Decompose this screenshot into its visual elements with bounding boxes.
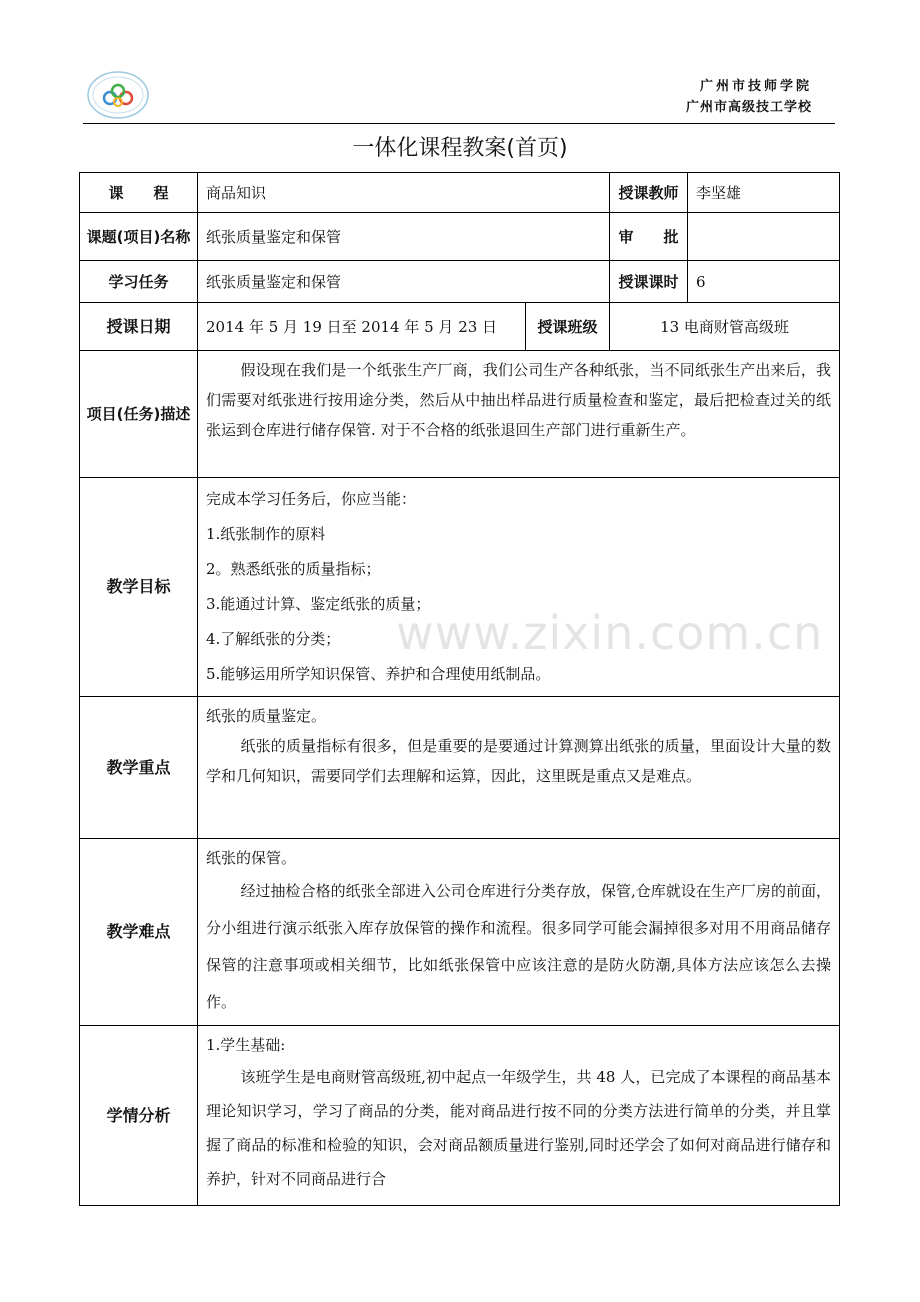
teacher-value: 李坚雄 (688, 173, 840, 213)
header-divider (83, 123, 835, 124)
row-course (80, 173, 840, 213)
row-goals (80, 478, 840, 697)
task-label: 学习任务 (80, 261, 198, 303)
keypoint-text: 纸张的质量指标有很多，但是重要的是要通过计算测算出纸张的质量，里面设计大量的数学和几何知识，需要同学们去理解和运算，因此，这里既是重点又是难点。 (206, 737, 832, 785)
goal-item: 4.了解纸张的分类； (206, 630, 341, 648)
analysis-line1: 1.学生基础: (206, 1036, 286, 1054)
hours-label: 授课课时 (610, 261, 688, 303)
goals-cell (198, 478, 840, 697)
topic-label: 课题(项目)名称 (80, 213, 198, 261)
goal-item: 2。熟悉纸张的质量指标； (206, 560, 381, 578)
page-title: 一体化课程教案(首页) (352, 136, 568, 161)
school-name-line1: 广州市技师学院 (699, 79, 812, 94)
goal-item: 5.能够运用所学知识保管、养护和合理使用纸制品。 (206, 665, 551, 683)
row-analysis (80, 1026, 840, 1206)
keypoint-cell (198, 697, 840, 839)
difficulty-cell (198, 839, 840, 1026)
row-task (80, 261, 840, 303)
row-date (80, 303, 840, 351)
approve-value (688, 213, 840, 261)
topic-value: 纸张质量鉴定和保管 (198, 213, 610, 261)
keypoint-label: 教学重点 (80, 697, 198, 839)
row-topic (80, 213, 840, 261)
school-logo (86, 70, 150, 120)
description-text: 假设现在我们是一个纸张生产厂商，我们公司生产各种纸张，当不同纸张生产出来后，我们需要对纸张进行按用途分类，然后从中抽出样品进行质量检查和鉴定，最后把检查过关的纸张运到仓库进行储存保管. 对于不合格的纸张退回生产部门进行重新生产。 (206, 361, 832, 439)
course-value: 商品知识 (198, 173, 610, 213)
teacher-label: 授课教师 (610, 173, 688, 213)
task-value: 纸张质量鉴定和保管 (198, 261, 610, 303)
hours-value: 6 (688, 261, 840, 303)
class-label: 授课班级 (526, 303, 610, 351)
watermark: www.zixin.com.cn (396, 606, 824, 660)
goal-item: 1.纸张制作的原料 (206, 525, 326, 543)
row-description (80, 351, 840, 478)
description-cell (198, 351, 840, 478)
lesson-plan-table (79, 172, 840, 1206)
goal-item: 3.能通过计算、鉴定纸张的质量； (206, 595, 431, 613)
difficulty-label: 教学难点 (80, 839, 198, 1026)
goals-intro: 完成本学习任务后，你应当能： (206, 490, 417, 508)
date-value: 2014 年 5 月 19 日至 2014 年 5 月 23 日 (198, 303, 526, 351)
school-name-line2: 广州市高级技工学校 (685, 100, 812, 115)
keypoint-line1: 纸张的质量鉴定。 (206, 707, 327, 725)
school-name (686, 76, 812, 118)
analysis-text: 该班学生是电商财管高级班,初中起点一年级学生，共 48 人，已完成了本课程的商品基本理论知识学习，学习了商品的分类，能对商品进行按不同的分类方法进行简单的分类，并且掌握了商品的标准和检验的知识，会对商品额质量进行鉴别,同时还学会了如何对商品进行储存和养护，针对不同商品进行合 (206, 1068, 832, 1188)
row-keypoint (80, 697, 840, 839)
difficulty-text: 经过抽检合格的纸张全部进入公司仓库进行分类存放，保管,仓库就设在生产厂房的前面，分小组进行演示纸张入库存放保管的操作和流程。很多同学可能会漏掉很多对用不用商品储存保管的注意事项或相关细节，比如纸张保管中应该注意的是防火防潮,具体方法应该怎么去操作。 (206, 882, 832, 1011)
row-difficulty (80, 839, 840, 1026)
difficulty-line1: 纸张的保管。 (206, 849, 297, 867)
analysis-cell (198, 1026, 840, 1206)
course-label: 课 程 (80, 173, 198, 213)
date-label: 授课日期 (80, 303, 198, 351)
description-label: 项目(任务)描述 (80, 351, 198, 478)
class-value: 13 电商财管高级班 (610, 303, 840, 351)
analysis-label: 学情分析 (80, 1026, 198, 1206)
approve-label: 审 批 (610, 213, 688, 261)
goals-label: 教学目标 (80, 478, 198, 697)
